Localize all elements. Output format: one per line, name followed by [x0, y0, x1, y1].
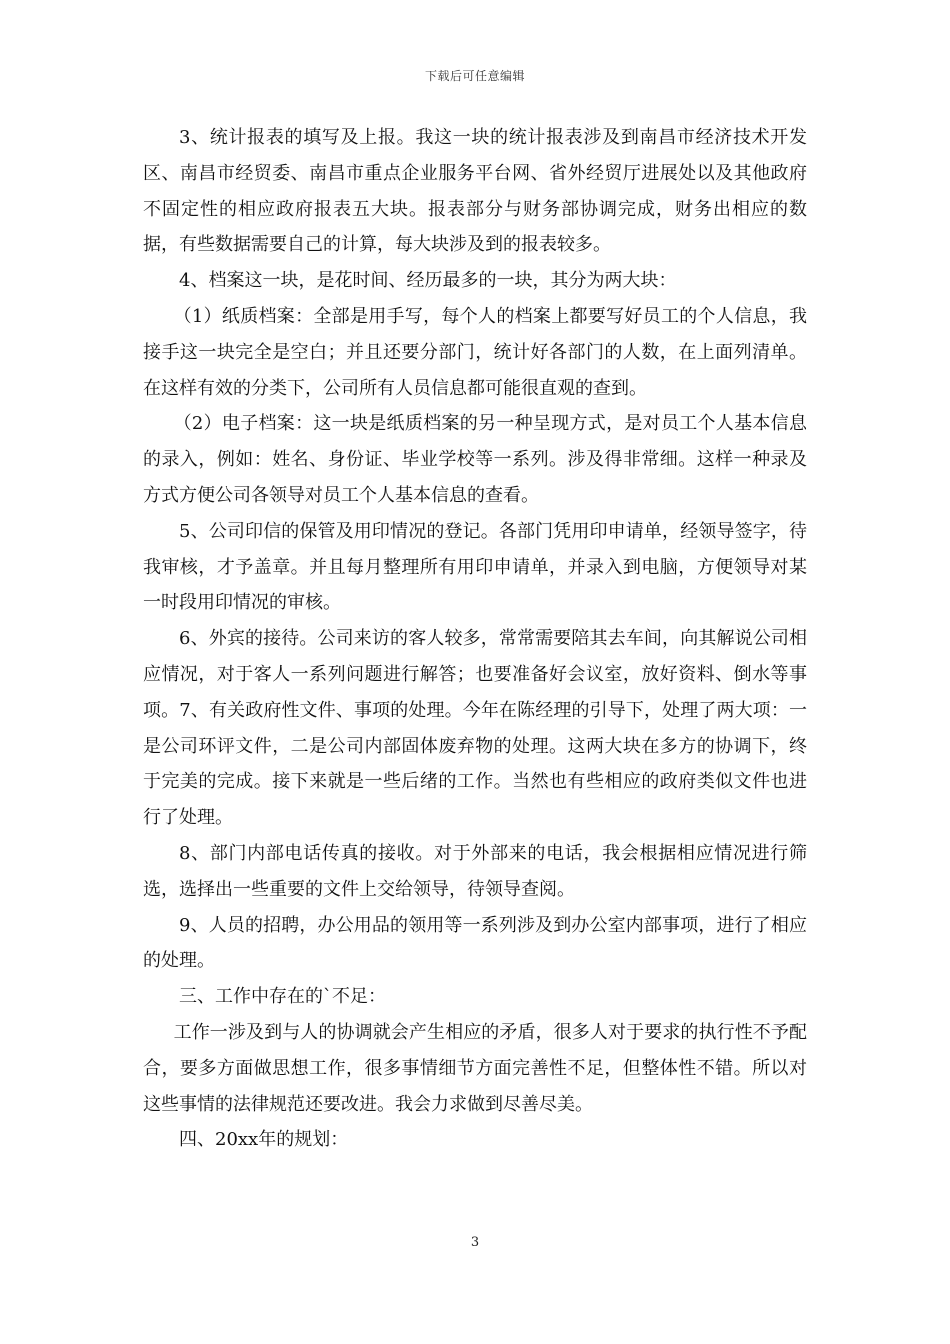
paragraph-shortcomings: 工作一涉及到与人的协调就会产生相应的矛盾，很多人对于要求的执行性不予配合，要多方面做思想工作，很多事情细节方面完善性不足，但整体性不错。所以对这些事情的法律规范还要改进。我会力求做到尽善尽美。 — [143, 1021, 807, 1115]
document-body — [143, 120, 807, 1158]
paragraph-guest-reception: 6、外宾的接待。公司来访的客人较多，常常需要陪其去车间，向其解说公司相应情况，对于客人一系列问题进行解答；也要准备好会议室，放好资料、倒水等事项。7、有关政府性文件、事项的处理。今年在陈经理的引导下，处理了两大项：一是公司环评文件，二是公司内部固体废弃物的处理。这两大块在多方的协调下，终于完美的完成。接下来就是一些后绪的工作。当然也有些相应的政府类似文件也进行了处理。 — [143, 628, 807, 829]
page-header: 下载后可任意编辑 — [424, 69, 525, 83]
paragraph-phone-fax: 8、部门内部电话传真的接收。对于外部来的电话，我会根据相应情况进行筛选，选择出一些重要的文件上交给领导，待领导查阅。 — [143, 842, 807, 900]
paragraph-recruitment: 9、人员的招聘，办公用品的领用等一系列涉及到办公室内部事项，进行了相应的处理。 — [143, 914, 807, 972]
paragraph-statistics-reports: 3、统计报表的填写及上报。我这一块的统计报表涉及到南昌市经济技术开发区、南昌市经贸委、南昌市重点企业服务平台网、省外经贸厅进展处以及其他政府不固定性的相应政府报表五大块。报表部分与财务部协调完成，财务出相应的数据，有些数据需要自己的计算，每大块涉及到的报表较多。 — [143, 127, 807, 256]
paragraph-archives: 4、档案这一块，是花时间、经历最多的一块，其分为两大块： — [179, 270, 677, 292]
paragraph-electronic-archives: （2）电子档案：这一块是纸质档案的另一种呈现方式，是对员工个人基本信息的录入，例如：姓名、身份证、毕业学校等一系列。涉及得非常细。这样一种录及方式方便公司各领导对员工个人基本信息的查看。 — [143, 413, 807, 506]
section-heading-shortcomings: 三、工作中存在的`不足： — [179, 986, 386, 1008]
paragraph-paper-archives: （1）纸质档案：全部是用手写，每个人的档案上都要写好员工的个人信息，我接手这一块完全是空白；并且还要分部门，统计好各部门的人数，在上面列清单。在这样有效的分类下，公司所有人员信息都可能很直观的查到。 — [143, 305, 807, 399]
section-heading-plan: 四、20xx年的规划： — [179, 1129, 349, 1151]
page-number: 3 — [470, 1235, 480, 1250]
paragraph-seal-management: 5、公司印信的保管及用印情况的登记。各部门凭用印申请单，经领导签字，待我审核，才予盖章。并且每月整理所有用印申请单，并录入到电脑，方便领导对某一时段用印情况的审核。 — [143, 520, 807, 614]
